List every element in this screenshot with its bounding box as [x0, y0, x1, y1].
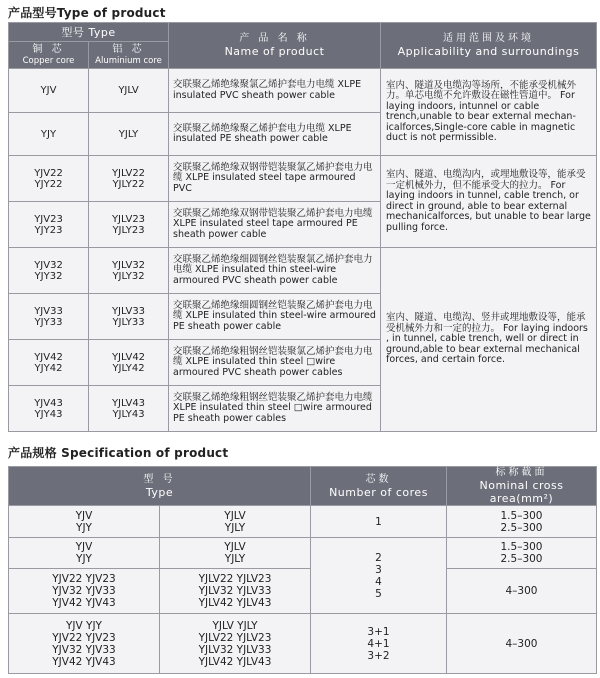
copper-model: YJV33 YJY33	[9, 294, 89, 340]
aluminium-models: YJLV YJLY YJLV22 YJLV23 YJLV32 YJLV33 YJLV42 YJLV43	[160, 614, 311, 674]
name-header: 产 品 名 称 Name of product	[169, 23, 381, 69]
product-name: 交联聚乙烯绝缘聚乙烯护套电力电缆 XLPE insulated PE sheath power cable	[169, 113, 381, 156]
product-name: 交联聚乙烯绝缘双钢带铠装聚乙烯护套电力电缆 XLPE insulated steel tape armoured PE sheath power cable	[169, 202, 381, 248]
aluminium-model: YJLV23 YJLY23	[89, 202, 169, 248]
table-row	[9, 614, 597, 674]
product-type-table	[8, 22, 597, 432]
applicability-text: 室内、隧道及电缆沟等场所，不能承受机械外力。单芯电缆不允许敷设在磁性管道中。 For laying indoors, intunnel or cable trench,unable to bear external mechan-icalforces,Single-core cable in magnetic duct is not permissible.	[381, 69, 597, 156]
aluminium-model: YJLV32 YJLY32	[89, 248, 169, 294]
product-name: 交联聚乙烯绝缘双钢带铠装聚氯乙烯护套电力电缆 XLPE insulated steel tape armoured PVC	[169, 156, 381, 202]
cross-area-value: 4–300	[447, 569, 597, 614]
product-name: 交联聚乙烯绝缘聚氯乙烯护套电力电缆 XLPE insulated PVC sheath power cable	[169, 69, 381, 113]
cores-header: 芯数 Number of cores	[311, 467, 447, 506]
copper-models: YJV22 YJV23 YJV32 YJV33 YJV42 YJV43	[9, 569, 160, 614]
copper-models: YJV YJY	[9, 506, 160, 538]
product-section-title: 产品型号Type of product	[8, 6, 166, 20]
spec-section-title: 产品规格 Specification of product	[8, 446, 229, 460]
cross-area-value: 1.5–300 2.5–300	[447, 506, 597, 538]
copper-model: YJV22 YJY22	[9, 156, 89, 202]
aluminium-model: YJLV43 YJLY43	[89, 386, 169, 432]
table-row	[9, 538, 597, 569]
cores-value: 3+1 4+1 3+2	[311, 614, 447, 674]
table-row	[9, 569, 597, 614]
product-name: 交联聚乙烯绝缘细圆钢丝铠装聚乙烯护套电力电缆 XLPE insulated thin steel-wire armoured PE sheath power cable	[169, 294, 381, 340]
aluminium-models: YJLV YJLY	[160, 506, 311, 538]
aluminium-model: YJLV	[89, 69, 169, 113]
product-name: 交联聚乙烯绝缘细圆钢丝铠装聚氯乙烯护套电力电缆 XLPE insulated thin steel-wire armoured PVC sheath power cable	[169, 248, 381, 294]
product-name: 交联聚乙烯绝缘粗钢丝铠装聚氯乙烯护套电力电缆 XLPE insulated thin steel □wire armoured PVC sheath power cables	[169, 340, 381, 386]
copper-models: YJV YJY	[9, 538, 160, 569]
copper-model: YJY	[9, 113, 89, 156]
aluminium-models: YJLV22 YJLV23 YJLV32 YJLV33 YJLV42 YJLV43	[160, 569, 311, 614]
copper-model: YJV42 YJY42	[9, 340, 89, 386]
table-row	[9, 69, 597, 113]
table-row	[9, 248, 597, 294]
aluminium-models: YJLV YJLY	[160, 538, 311, 569]
copper-model: YJV32 YJY32	[9, 248, 89, 294]
aluminium-core-header: 铝 芯 Aluminium core	[89, 42, 169, 69]
copper-model: YJV43 YJY43	[9, 386, 89, 432]
copper-model: YJV23 YJY23	[9, 202, 89, 248]
product-name: 交联聚乙烯绝缘粗钢丝铠装聚乙烯护套电力电缆 XLPE insulated thin steel □wire armoured PE sheath power cables	[169, 386, 381, 432]
applicability-text: 室内、隧道、电缆沟内，或埋地敷设等，能承受一定机械外力，但不能承受大的拉力。 For laying indoors in tunnel, cable trench, or direct in ground, able to bear external mechanicalforces, but unable to bear large pulling force.	[381, 156, 597, 248]
aluminium-model: YJLY	[89, 113, 169, 156]
table-row	[9, 506, 597, 538]
cores-value: 2 3 4 5	[311, 538, 447, 614]
cross-area-value: 4–300	[447, 614, 597, 674]
copper-model: YJV	[9, 69, 89, 113]
type-header: 型号 Type	[9, 23, 169, 42]
applicability-header: 适用范围及环境 Applicability and surroundings	[381, 23, 597, 69]
cores-value: 1	[311, 506, 447, 538]
cross-area-header: 标称截面 Nominal cross area(mm²)	[447, 467, 597, 506]
cross-area-value: 1.5–300 2.5–300	[447, 538, 597, 569]
aluminium-model: YJLV42 YJLY42	[89, 340, 169, 386]
copper-models: YJV YJY YJV22 YJV23 YJV32 YJV33 YJV42 YJV43	[9, 614, 160, 674]
specification-table	[8, 466, 597, 674]
copper-core-header: 铜 芯 Copper core	[9, 42, 89, 69]
applicability-text: 室内、隧道、电缆沟、竖井或埋地敷设等，能承受机械外力和一定的拉力。 For laying indoors , in tunnel, cable trench, well or direct in ground,able to bear external mechanical forces, and certain force.	[381, 248, 597, 432]
table-row	[9, 156, 597, 202]
spec-type-header: 型 号 Type	[9, 467, 311, 506]
aluminium-model: YJLV33 YJLY33	[89, 294, 169, 340]
aluminium-model: YJLV22 YJLY22	[89, 156, 169, 202]
